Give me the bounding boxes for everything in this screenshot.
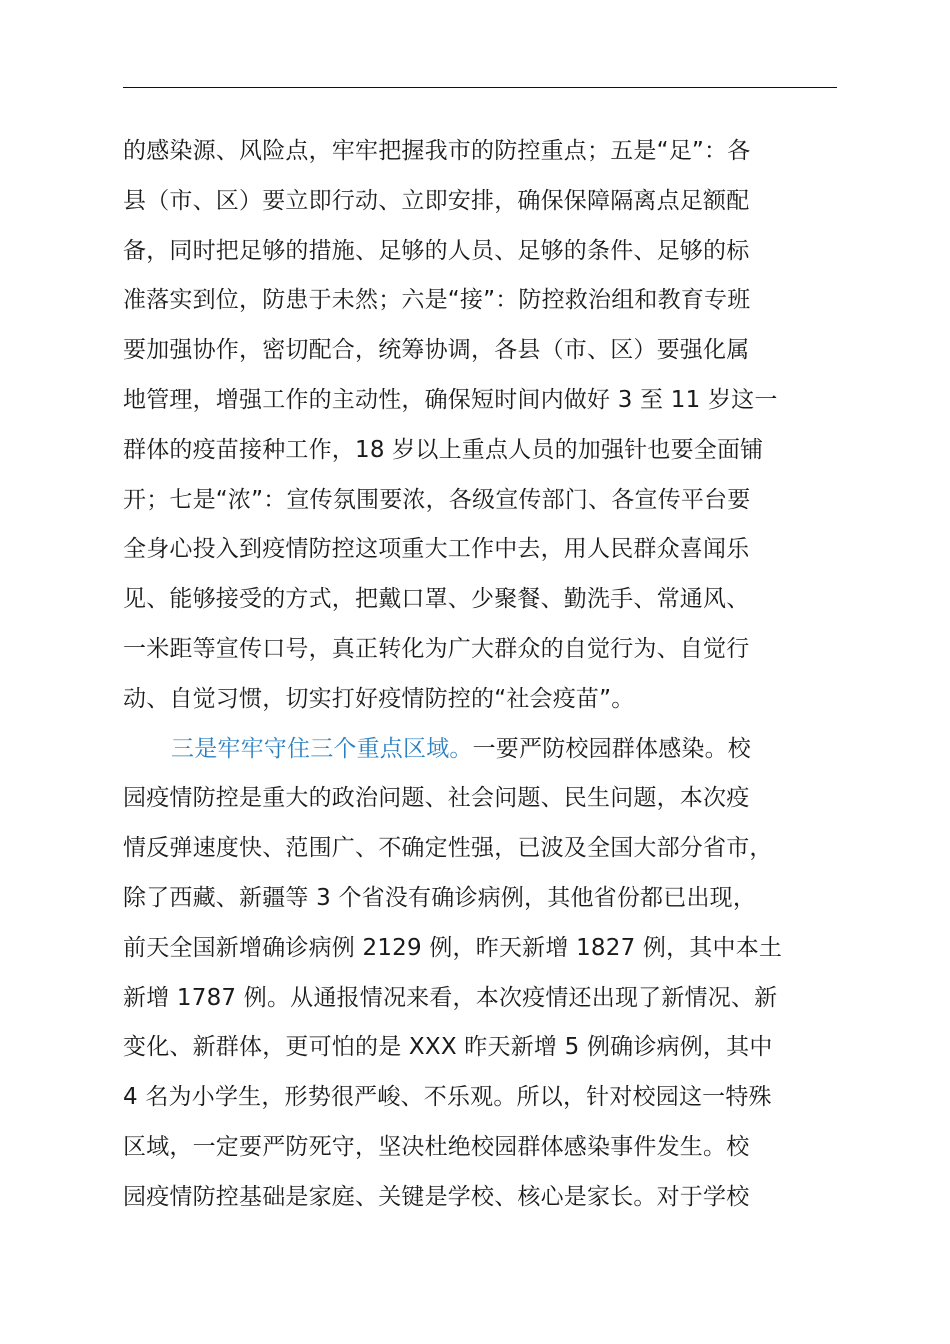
text-line: 地管理，增强工作的主动性，确保短时间内做好 3 至 11 岁这一	[123, 386, 778, 413]
text-line: 情反弹速度快、范围广、不确定性强，已波及全国大部分省市，	[123, 835, 773, 862]
section-heading: 三是牢牢守住三个重点区域。	[171, 735, 473, 762]
text-line: 群体的疫苗接种工作，18 岁以上重点人员的加强针也要全面铺	[123, 436, 764, 463]
section-first-line-rest: 一要严防校园群体感染。校	[472, 735, 752, 762]
text-line: 园疫情防控是重大的政治问题、社会问题、民生问题，本次疫	[123, 785, 750, 812]
text-line: 准落实到位，防患于未然；六是“接”：防控救治组和教育专班	[123, 287, 751, 314]
text-line: 除了西藏、新疆等 3 个省没有确诊病例，其他省份都已出现，	[123, 884, 757, 911]
text-line: 变化、新群体，更可怕的是 XXX 昨天新增 5 例确诊病例，其中	[123, 1034, 773, 1061]
text-line: 前天全国新增确诊病例 2129 例，昨天新增 1827 例，其中本土	[123, 934, 783, 961]
text-line: 的感染源、风险点，牢牢把握我市的防控重点；五是“足”：各	[123, 138, 751, 164]
header-rule	[123, 87, 837, 88]
text-line: 4 名为小学生，形势很严峻、不乐观。所以，针对校园这一特殊	[123, 1084, 772, 1111]
text-line: 县（市、区）要立即行动、立即安排，确保保障隔离点足额配	[123, 187, 750, 214]
text-line: 备，同时把足够的措施、足够的人员、足够的条件、足够的标	[123, 237, 750, 264]
text-line: 开；七是“浓”：宣传氛围要浓，各级宣传部门、各宣传平台要	[123, 486, 751, 513]
text-line: 全身心投入到疫情防控这项重大工作中去，用人民群众喜闻乐	[123, 536, 750, 563]
section-first-line	[123, 725, 843, 775]
text-line: 园疫情防控基础是家庭、关键是学校、核心是家长。对于学校	[123, 1183, 750, 1210]
text-line: 区域，一定要严防死守，坚决杜绝校园群体感染事件发生。校	[123, 1133, 750, 1160]
text-line: 动、自觉习惯，切实打好疫情防控的“社会疫苗”。	[123, 685, 635, 712]
text-line: 见、能够接受的方式，把戴口罩、少聚餐、勤洗手、常通风、	[123, 586, 750, 613]
text-line: 要加强协作，密切配合，统筹协调，各县（市、区）要强化属	[123, 337, 750, 364]
body-text	[123, 127, 843, 1223]
text-line: 一米距等宣传口号，真正转化为广大群众的自觉行为、自觉行	[123, 635, 750, 662]
text-line: 新增 1787 例。从通报情况来看，本次疫情还出现了新情况、新	[123, 984, 778, 1011]
